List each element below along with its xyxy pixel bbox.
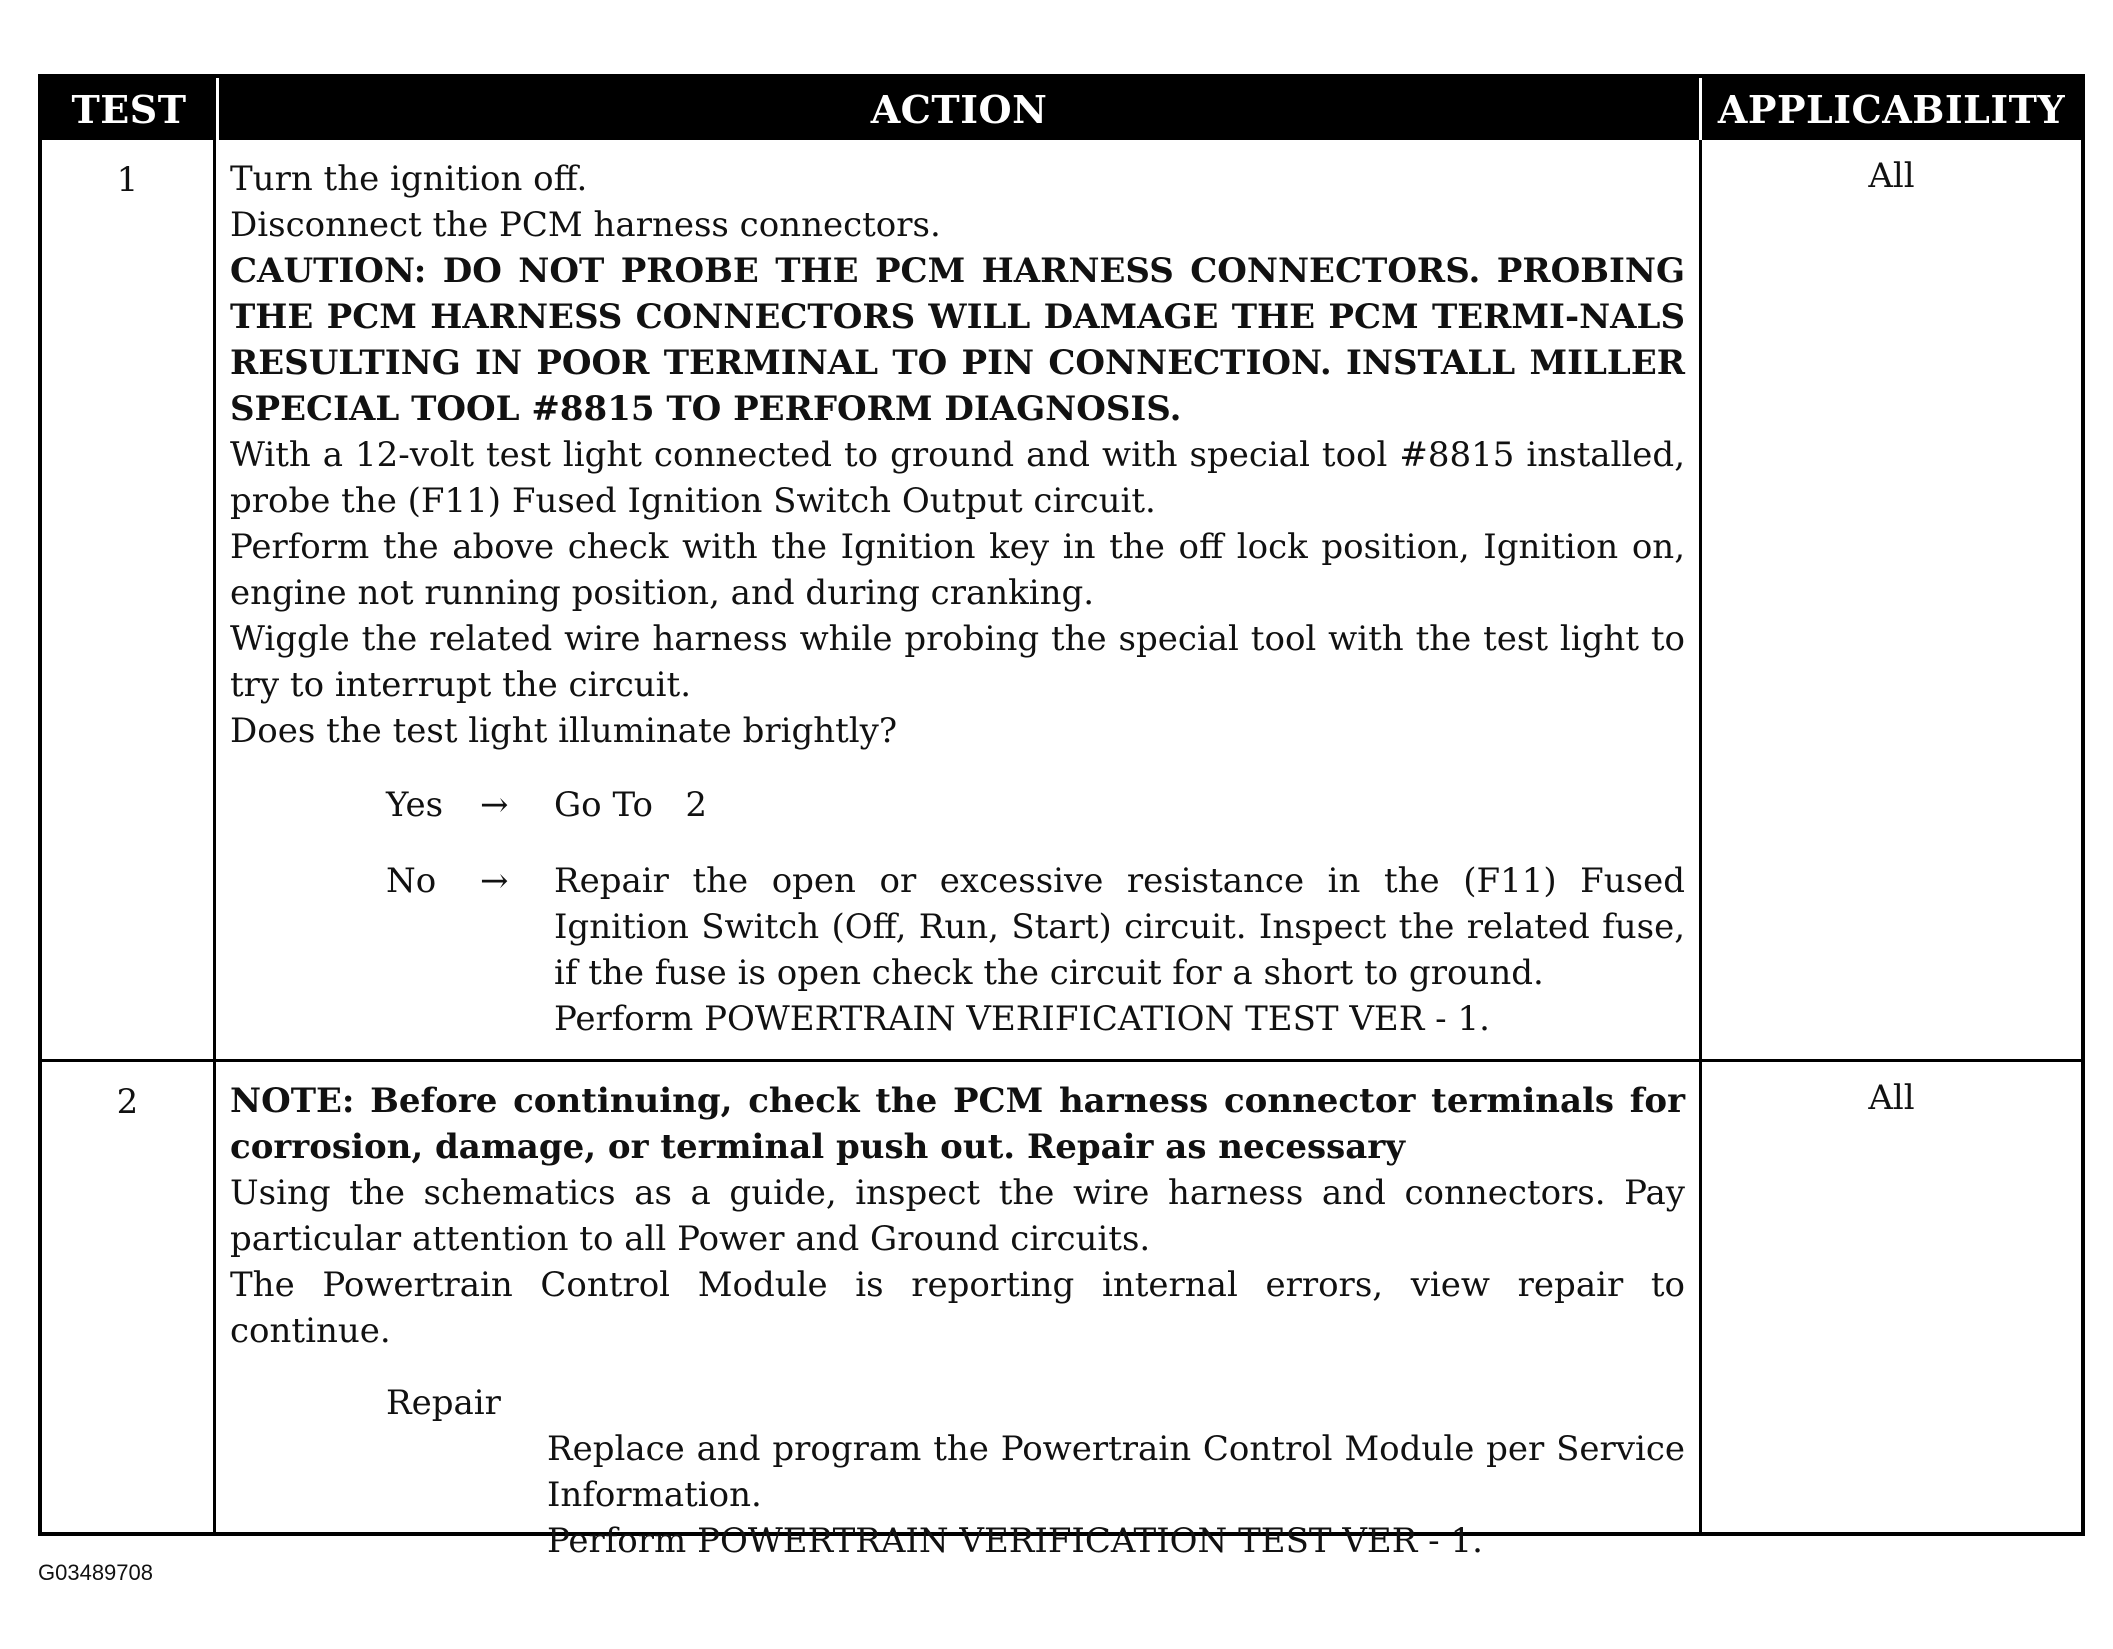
action-step: Wiggle the related wire harness while probing the special tool with the test light to try to interrupt the circuit. bbox=[230, 619, 1685, 705]
header-test: TEST bbox=[71, 86, 187, 132]
choice-no bbox=[230, 858, 1685, 1042]
table-header bbox=[42, 78, 2081, 140]
repair-instruction: Replace and program the Powertrain Control Module per Service Information. bbox=[547, 1429, 1685, 1515]
right-arrow-icon: → bbox=[480, 861, 509, 901]
table-row bbox=[42, 1062, 2081, 1561]
applicability-value: All bbox=[1868, 1078, 1915, 1118]
choice-result: Go To 2 bbox=[554, 785, 707, 825]
action-step: Turn the ignition off. bbox=[230, 159, 588, 199]
test-number: 2 bbox=[42, 1062, 216, 1532]
action-cell bbox=[216, 140, 1702, 1059]
choice-result-followup: Perform POWERTRAIN VERIFICATION TEST VER - 1. bbox=[554, 999, 1490, 1039]
choice-label: No bbox=[386, 861, 437, 901]
action-step: Using the schematics as a guide, inspect the wire harness and connectors. Pay particular attention to all Power and Ground circuits. bbox=[230, 1173, 1685, 1259]
header-applicability: APPLICABILITY bbox=[1717, 86, 2066, 132]
choice-result-block bbox=[554, 858, 1685, 1042]
note-text: NOTE: Before continuing, check the PCM harness connector terminals for corrosion, damage, or terminal push out. Repair as necessary bbox=[230, 1081, 1685, 1167]
repair-block bbox=[230, 1380, 1685, 1564]
caution-text: CAUTION: DO NOT PROBE THE PCM HARNESS CONNECTORS. PROBING THE PCM HARNESS CONNECTORS WILL DAMAGE THE PCM TERMI-NALS RESULTING IN POOR TERMINAL TO PIN CONNECTION. INSTALL MILLER SPECIAL TOOL #8815 TO PERFORM DIAGNOSIS. bbox=[230, 251, 1685, 429]
repair-followup: Perform POWERTRAIN VERIFICATION TEST VER - 1. bbox=[547, 1521, 1483, 1561]
action-step: The Powertrain Control Module is reporting internal errors, view repair to continue. bbox=[230, 1265, 1685, 1351]
action-step: Disconnect the PCM harness connectors. bbox=[230, 205, 941, 245]
diagnostic-table bbox=[38, 74, 2085, 1561]
choice-result: Repair the open or excessive resistance in the (F11) Fused Ignition Switch (Off, Run, Start) circuit. Inspect the related fuse, if the fuse is open check the circuit for a short to ground. bbox=[554, 861, 1685, 993]
action-step: With a 12-volt test light connected to ground and with special tool #8815 installed, probe the (F11) Fused Ignition Switch Output circuit. bbox=[230, 435, 1685, 521]
test-number: 1 bbox=[42, 140, 216, 1059]
question-text: Does the test light illuminate brightly? bbox=[230, 711, 898, 751]
right-arrow-icon: → bbox=[480, 785, 509, 825]
choice-label: Yes bbox=[386, 785, 444, 825]
header-action: ACTION bbox=[216, 78, 1702, 140]
action-cell bbox=[216, 1062, 1702, 1561]
choice-yes bbox=[230, 782, 1685, 828]
figure-id: G03489708 bbox=[38, 1560, 153, 1585]
applicability-value: All bbox=[1868, 156, 1915, 196]
action-step: Perform the above check with the Ignition key in the off lock position, Ignition on, engine not running position, and during cranking. bbox=[230, 527, 1685, 613]
repair-label: Repair bbox=[386, 1383, 501, 1423]
table-row bbox=[42, 140, 2081, 1062]
